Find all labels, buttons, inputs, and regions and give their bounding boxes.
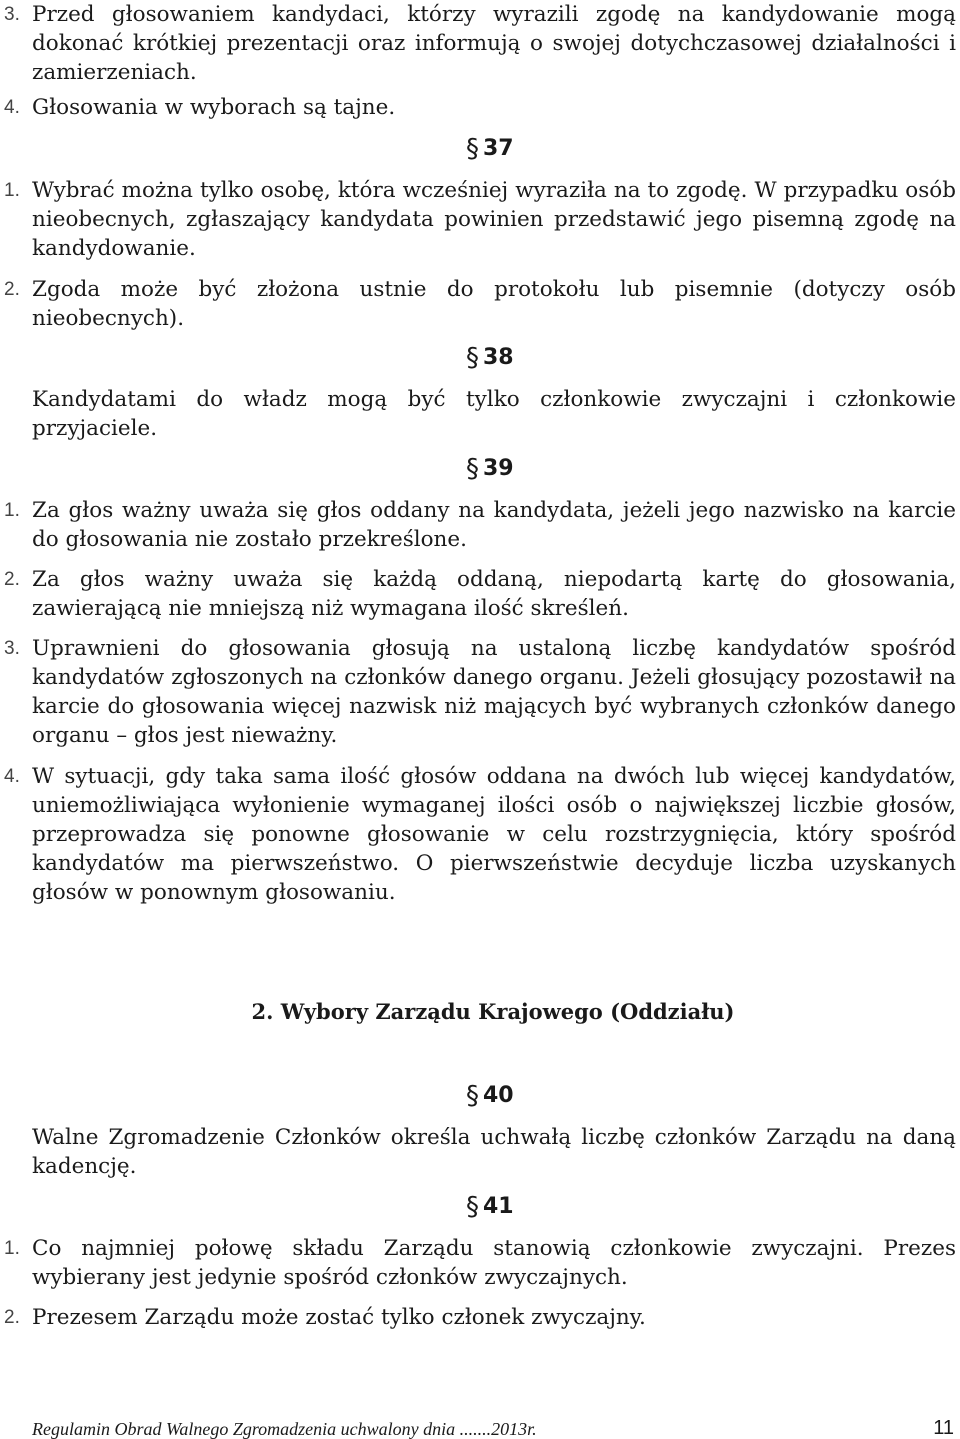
list-item: [0, 1303, 956, 1332]
item-number: 1.: [4, 180, 20, 201]
item-number: 1.: [4, 1238, 20, 1259]
item-number: 3.: [4, 638, 20, 659]
section-number: 39: [483, 456, 514, 481]
list-item: [0, 0, 956, 87]
section-sign: §: [466, 343, 479, 373]
page-number: 11: [933, 1417, 954, 1439]
section-heading-39: [466, 456, 514, 482]
item-text: Za głos ważny uważa się głos oddany na kandydata, jeżeli jego nazwisko na karcie do głosowania nie zostało przekreślone.: [32, 498, 956, 552]
chapter-heading: 2. Wybory Zarządu Krajowego (Oddziału): [251, 999, 735, 1024]
paragraph: Walne Zgromadzenie Członków określa uchwałą liczbę członków Zarządu na daną kadencję.: [32, 1125, 956, 1179]
section-sign: §: [466, 1081, 479, 1111]
item-text: Wybrać można tylko osobę, która wcześniej wyraziła na to zgodę. W przypadku osób nieobecnych, zgłaszający kandydata powinien przedstawić jego pisemną zgodę na kandydowanie.: [32, 178, 956, 261]
item-text: Głosowania w wyborach są tajne.: [32, 95, 396, 120]
section-heading-38: [466, 345, 514, 371]
section-sign: §: [466, 454, 479, 484]
list-item: [0, 176, 956, 263]
section-sign: §: [466, 1192, 479, 1222]
list-item: [0, 1234, 956, 1292]
item-number: 3.: [4, 4, 20, 25]
item-text: Zgoda może być złożona ustnie do protokołu lub pisemnie (dotyczy osób nieobecnych).: [32, 277, 956, 331]
footer-text: Regulamin Obrad Walnego Zgromadzenia uchwalony dnia .......2013r.: [32, 1419, 537, 1439]
list-item: [0, 762, 956, 907]
paragraph: Kandydatami do władz mogą być tylko członkowie zwyczajni i członkowie przyjaciele.: [32, 387, 956, 441]
list-item: [0, 496, 956, 554]
section-heading-41: [466, 1194, 514, 1220]
list-item: [0, 565, 956, 623]
item-text: W sytuacji, gdy taka sama ilość głosów oddana na dwóch lub więcej kandydatów, uniemożliwiająca wyłonienie wymaganej ilości osób o największej liczbie głosów, przeprowadza się ponowne głosowanie w celu rozstrzygnięcia, który spośród kandydatów ma pierwszeństwo. O pierwszeństwie decyduje liczba uzyskanych głosów w ponownym głosowaniu.: [32, 764, 956, 905]
list-item: [0, 275, 956, 333]
item-number: 1.: [4, 500, 20, 521]
item-text: Co najmniej połowę składu Zarządu stanowią członkowie zwyczajni. Prezes wybierany jest jedynie spośród członków zwyczajnych.: [32, 1236, 956, 1290]
item-number: 4.: [4, 766, 20, 787]
section-heading-40: [466, 1083, 514, 1109]
item-text: Za głos ważny uważa się każdą oddaną, niepodartą kartę do głosowania, zawierającą nie mniejszą niż wymagana ilość skreśleń.: [32, 567, 956, 621]
section-sign: §: [466, 134, 479, 164]
section-number: 37: [483, 136, 514, 161]
section-number: 40: [483, 1083, 514, 1108]
item-number: 2.: [4, 1307, 20, 1328]
item-text: Przed głosowaniem kandydaci, którzy wyrazili zgodę na kandydowanie mogą dokonać krótkiej prezentacji oraz informują o swojej dotychczasowej działalności i zamierzeniach.: [32, 2, 956, 85]
section-heading-37: [466, 136, 514, 162]
section-number: 38: [483, 345, 514, 370]
item-text: Uprawnieni do głosowania głosują na ustaloną liczbę kandydatów spośród kandydatów zgłoszonych na członków danego organu. Jeżeli głosujący pozostawił na karcie do głosowania więcej nazwisk niż mających być wybranych członków danego organu – głos jest nieważny.: [32, 636, 956, 748]
list-item: [0, 634, 956, 750]
list-item: [0, 93, 956, 122]
item-number: 2.: [4, 569, 20, 590]
item-number: 4.: [4, 97, 20, 118]
item-text: Prezesem Zarządu może zostać tylko członek zwyczajny.: [32, 1305, 646, 1330]
section-number: 41: [483, 1194, 514, 1219]
item-number: 2.: [4, 279, 20, 300]
